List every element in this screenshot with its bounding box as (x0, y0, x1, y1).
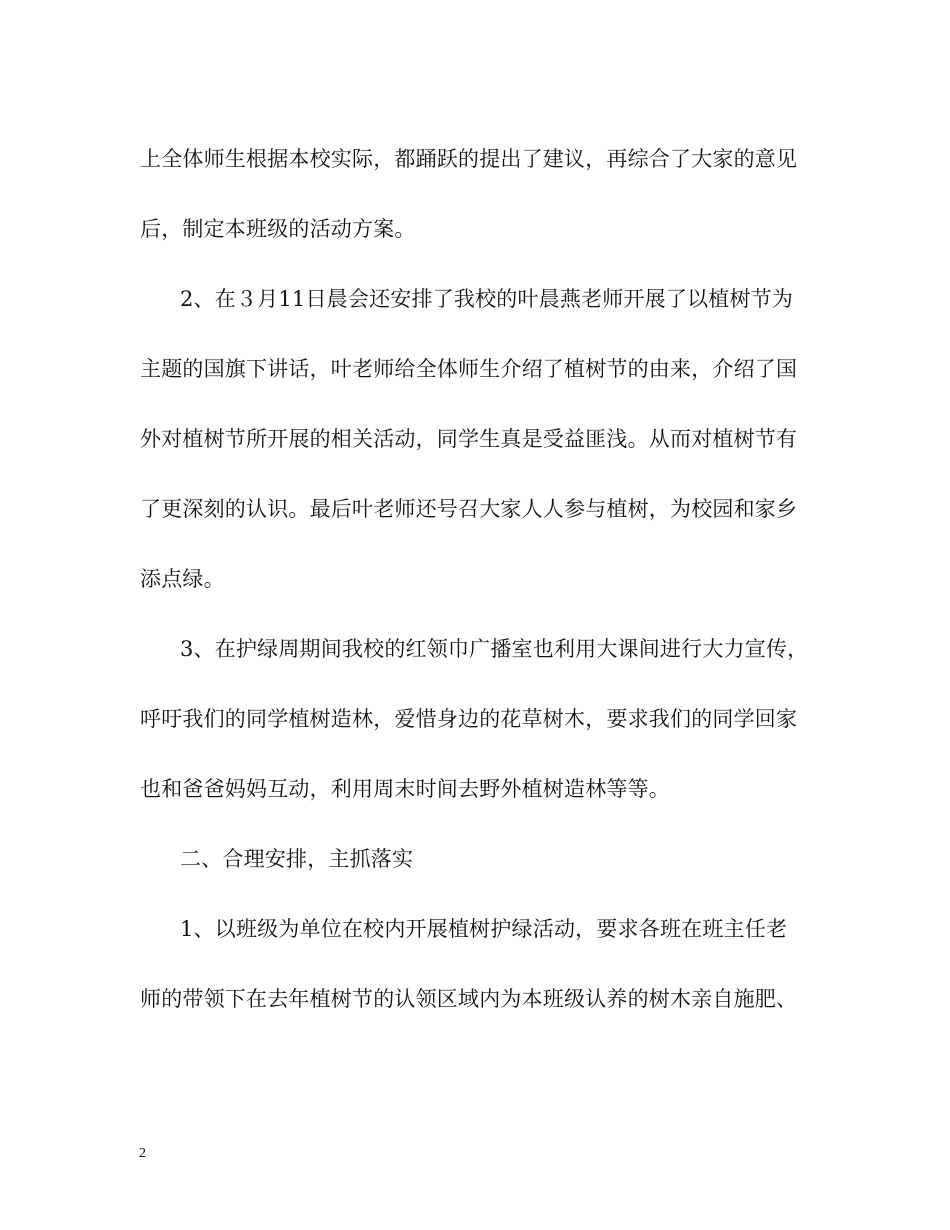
text-line: 上全体师生根据本校实际，都踊跃的提出了建议，再综合了大家的意见 (140, 147, 798, 171)
section-heading: 二、合理安排，主抓落实 (180, 847, 414, 871)
text-line: 外对植树节所开展的相关活动，同学生真是受益匪浅。从而对植树节有 (140, 427, 798, 451)
text-line: 呼吁我们的同学植树造林，爱惜身边的花草树木，要求我们的同学回家 (140, 707, 798, 731)
text-line: 3、在护绿周期间我校的红领巾广播室也利用大课间进行大力宣传， (180, 637, 809, 661)
text-line: 2、在３月11日晨会还安排了我校的叶晨燕老师开展了以植树节为 (180, 287, 794, 311)
page-number: 2 (139, 1146, 146, 1161)
text-line: 1、以班级为单位在校内开展植树护绿活动，要求各班在班主任老 (180, 917, 788, 941)
text-line: 主题的国旗下讲话，叶老师给全体师生介绍了植树节的由来，介绍了国 (140, 357, 798, 381)
text-line: 了更深刻的认识。最后叶老师还号召大家人人参与植树，为校园和家乡 (140, 497, 798, 521)
text-line: 添点绿。 (140, 567, 225, 591)
text-line: 后，制定本班级的活动方案。 (140, 217, 416, 241)
text-line: 师的带领下在去年植树节的认领区域内为本班级认养的树木亲自施肥、 (140, 987, 798, 1011)
text-line: 也和爸爸妈妈互动，利用周末时间去野外植树造林等等。 (140, 777, 670, 801)
